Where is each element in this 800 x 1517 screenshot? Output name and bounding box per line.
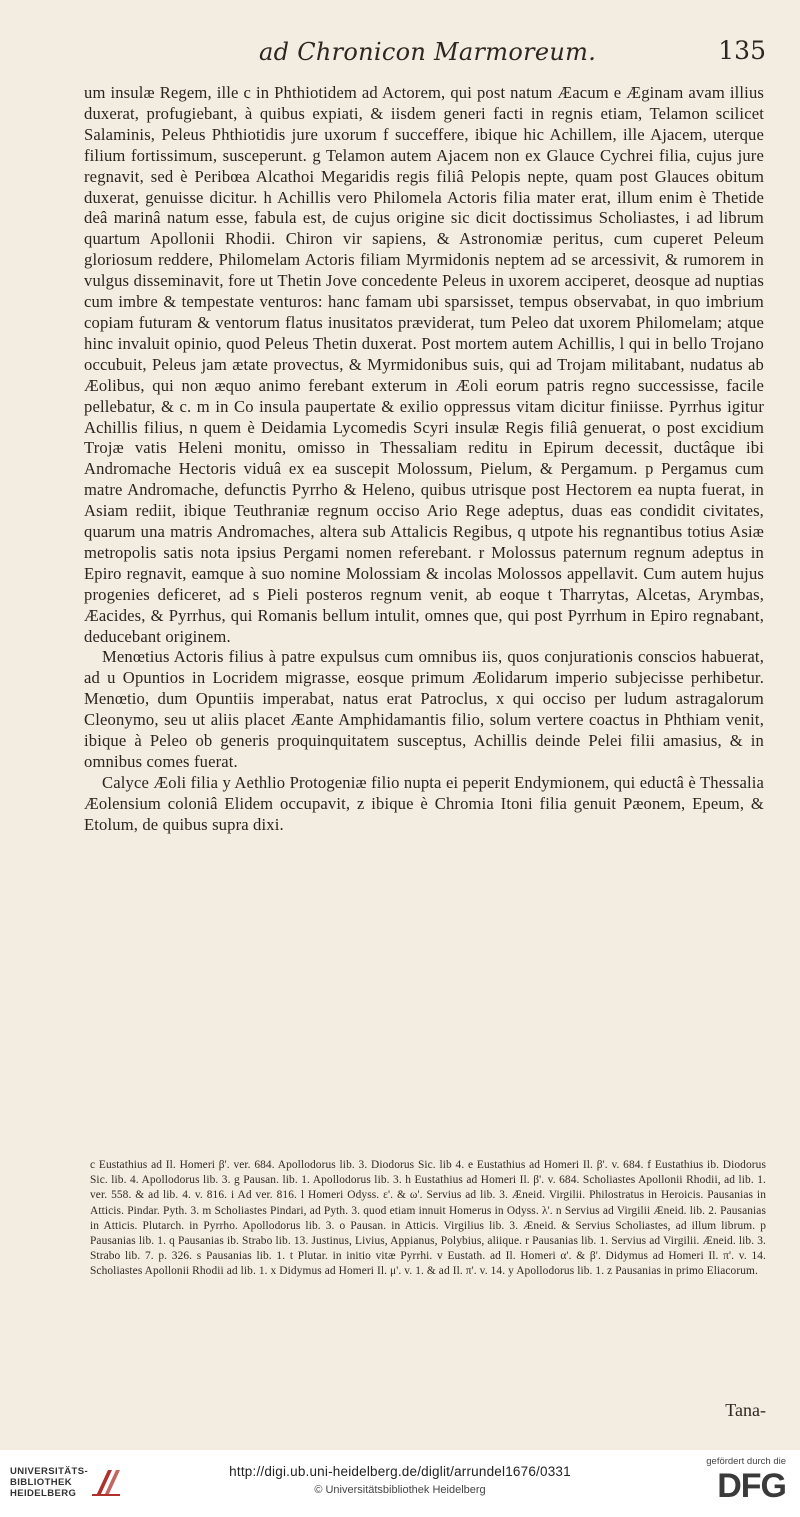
viewer-footer — [0, 1450, 800, 1517]
library-name-line: UNIVERSITÄTS- — [10, 1466, 89, 1477]
permalink-url[interactable]: http://digi.ub.uni-heidelberg.de/diglit/arrundel1676/0331 — [229, 1464, 571, 1479]
paragraph-3: Calyce Æoli filia y Aethlio Protogeniæ filio nupta ei peperit Endymionem, qui eductâ è Thessalia Æolensium coloniâ Elidem occupavit, z ibique è Chromia Itoni filia genuit Pæonem, Epeum, & Etolum, de quibus supra dixi. — [84, 772, 764, 834]
running-head: ad Chronicon Marmoreum. — [259, 38, 597, 66]
funder-label: gefördert durch die — [706, 1456, 786, 1467]
library-name-line: BIBLIOTHEK — [10, 1477, 73, 1488]
funder-logo: DFG — [717, 1467, 786, 1505]
paragraph-1: um insulæ Regem, ille c in Phthiotidem ad Actorem, qui post natum Æacum e Æginam avam illius duxerat, profugiebant, à quibus expiati, & iisdem generi facti in regnis etiam, Telamon scilicet Salaminis, Peleus Phthiotidis jure uxorum f succeffere, ibique hic Achillem, ille Ajacem, uterque filium fortissimum, susceperunt. g Telamon autem Ajacem non ex Glauce Cychrei filia, cujus jure regnavit, sed è Peribœa Alcathoi Megaridis regis filiâ Pelopis nepte, quam post Glauces obitum duxerat, genuisse dicitur. h Achillis vero Philomela Actoris filia mater erat, illum enim è Thetide deâ marinâ natum esse, fabula est, de cujus origine sic dicit doctissimus Scholiastes, i ad librum quartum Apollonii Rhodii. Chiron vir sapiens, & Astronomiæ peritus, cum cuperet Peleum gloriosum reddere, Philomelam Actoris filiam Myrmidonis neptem ad se arcessivit, & rumorem in vulgus disseminavit, fore ut Thetin Jove concedente Peleus in uxorem acciperet, deosque ad nuptias cum imbre & tempestate venturos: hanc famam ubi sparsisset, tempus observabat, in quo imbrium copiam futuram & ventorum flatus inusitatos præviderat, tum Peleo dat uxorem Philomelam; atque hinc invaluit opinio, quod Peleus Thetin duxerat. Post mortem autem Achillis, l qui in bello Trojano occubuit, Peleus jam ætate provectus, & Myrmidonibus suis, qui ad Trojam militabant, nudatus ab Æolibus, qui non æquo animo ferebant exterum in Æoli eorum patris regno successisse, facile pellebatur, & c. m in Co insula paupertate & exilio oppressus vitam dicitur finiisse. Pyrrhus igitur Achillis filius, n quem è Deidamia Lycomedis Scyri insulæ Regis filiâ genuerat, o post excidium Trojæ vatis Heleni monitu, omisso in Thessaliam reditu in Epirum decessit, ductâque ibi Andromache Hectoris viduâ ex ea suscepit Molossum, Pielum, & Pergamum. p Pergamus cum matre Andromache, defunctis Pyrrho & Heleno, quibus utrisque post Hectorem ea nupta fuerat, in Asiam rediit, ibique Teuthraniæ regnum occiso Ario Rege adeptus, duas eas condidit civitates, quarum una matris Andromaches, altera sub Attalicis Regibus, q utpote his regnantibus totius Asiæ metropolis satis nota ipsius Pergami nomen referebant. r Molossus paternum regnum adeptus in Epiro regnavit, eamque à suo nomine Molossiam & incolas Molossos appellavit. Cum autem hujus progenies deficeret, ad s Pieli posteros regnum venit, ab eoque t Tharrytas, Alcetas, Arymbas, Æacides, & Pyrrhus, qui Romanis bellum intulit, omnes que, qui post Pyrrhum in Epiro regnabant, deducebant originem. — [84, 83, 764, 646]
footnote-rule — [84, 1150, 764, 1151]
library-name-line: HEIDELBERG — [10, 1488, 77, 1499]
copyright-notice: © Universitätsbibliothek Heidelberg — [314, 1484, 486, 1496]
footnotes: c Eustathius ad Il. Homeri β'. ver. 684. Apollodorus lib. 3. Diodorus Sic. lib 4. e Eustathius ad Homeri Il. β'. v. 684. f Eustathius ib. Diodorus Sic. lib. 4. Apollodorus lib. 3. g Pausan. lib. 1. Apollodorus lib. 3. h Eustathius ad Homeri Il. β'. v. 684. Scholiastes Apollonii Rhodii, ad lib. 1. ver. 558. & ad lib. 4. v. 816. i Ad ver. 816. l Homeri Odyss. ε'. & ω'. Servius ad lib. 3. Æneid. Virgilii. Philostratus in Heroicis. Pausanias in Atticis. Pindar. Pyth. 3. m Scholiastes Pindari, ad Pyth. 3. quod etiam innuit Homerus in Odyss. λ'. n Servius ad Virgilii Æneid. lib. 2. Pausanias in Atticis. Plutarch. in Pyrrho. Apollodorus lib. 3. o Pausan. in Atticis. Virgilius lib. 3. Æneid. & Servius Scholiastes, ad illum librum. p Pausanias lib. 1. q Pausanias ib. Strabo lib. 13. Justinus, Livius, Appianus, Polybius, aliique. r Pausanias lib. 1. Servius ad Virgilii. Æneid. lib. 3. Strabo lib. 7. p. 326. s Pausanias lib. 1. t Plutar. in initio vitæ Pyrrhi. v Eustath. ad Il. Homeri α'. & β'. Didymus ad Homeri Il. π'. v. 14. Scholiastes Apollonii Rhodii ad lib. 1. x Didymus ad Homeri Il. μ'. v. 1. & ad Il. π'. v. 14. y Apollodorus lib. 1. z Pausanias in primo Eliacorum. — [90, 1159, 766, 1278]
funder-block[interactable] — [666, 1456, 786, 1503]
catchword: Tana- — [725, 1400, 766, 1420]
page-number: 135 — [718, 36, 766, 65]
main-text — [84, 83, 764, 836]
page-header — [84, 36, 766, 76]
paragraph-2: Menœtius Actoris filius à patre expulsus cum omnibus iis, quos conjurationis conscios habuerat, ad u Opuntios in Locridem migrasse, eosque primum Æolidarum imperio subjecisse perhibetur. Menœtio, dum Opuntiis imperabat, natus erat Patroclus, x qui occiso per ludum astragalorum Cleonymo, seu ut aliis placet Æante Amphidamantis filio, solum vertere coactus in Phthiam venit, ibique à Peleo ob generis proquinquitatem susceptus, Achillis deinde Pelei filii amasius, & in omnibus comes fuerat. — [84, 647, 764, 771]
